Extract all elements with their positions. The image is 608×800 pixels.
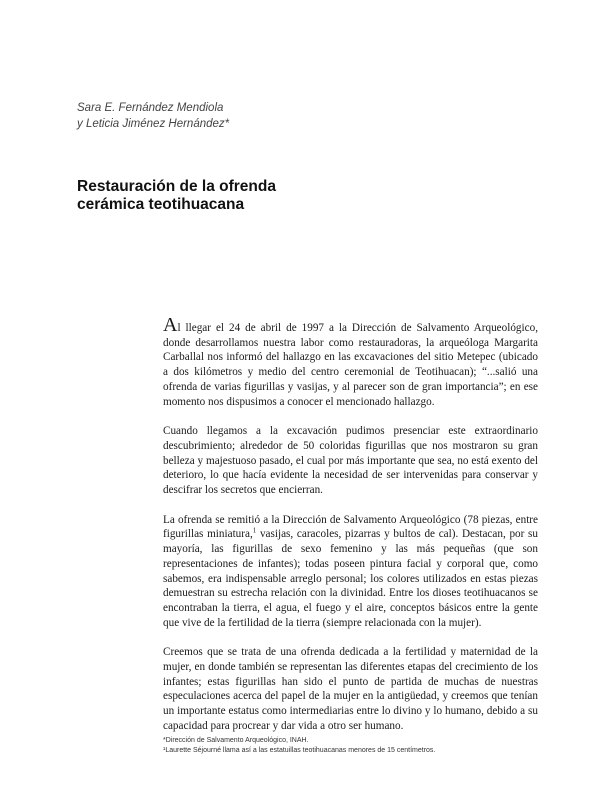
drop-cap: A [163, 314, 178, 336]
footnote-1: *Dirección de Salvamento Arqueológico, INAH. [163, 737, 309, 744]
footnote-2: ¹Laurette Séjourné llama así a las estatuillas teotihuacanas menores de 15 centímetros. [163, 747, 436, 754]
author-block [77, 100, 229, 132]
paragraph-3-text-b: vasijas, caracoles, pizarras y bultos de cal). Destacan, por su mayoría, las figurillas de sexo femenino y las más pequeñas (que son representaciones de infantes); todas poseen pintura facial y corporal que, como sabemos, era indispensable arreglo personal; los colores utilizados en estas piezas demuestran su estrecha relación con la divinidad. Entre los dioses teotihuacanos se encontraban la tierra, el agua, el fuego y el aire, conceptos básicos entre la gente que vive de la fertilidad de la tierra (siempre relacionada con la mujer). [163, 528, 539, 629]
footnotes [163, 736, 543, 756]
paragraph-1-text: l llegar el 24 de abril de 1997 a la Dirección de Salvamento Arqueológico, donde desarrollamos nuestra labor como restauradoras, la arqueóloga Margarita Carballal nos informó del hallazgo en las excavaciones del sitio Metepec (ubicado a dos kilómetros y medio del centro ceremonial de Teotihuacan); “...salió una ofrenda de varias figurillas y vasijas, y al parecer son de gran importancia”; en ese momento nos dispusimos a conocer el mencionado hallazgo. [163, 322, 538, 408]
paragraph-2: Cuando llegamos a la excavación pudimos presenciar este extraordinario descubrimiento; alrededor de 50 coloridas figurillas que nos mostraron su gran belleza y majestuoso pasado, el cual por más importante que sea, no está exento del deterioro, lo que hacía evidente la necesidad de ser intervenidas para conservar y descifrar los secretos que encierran. [163, 425, 538, 497]
title-line-2: cerámica teotihuacana [77, 196, 245, 213]
title-line-1: Restauración de la ofrenda [77, 178, 276, 195]
footnote-ref-1: 1 [252, 526, 257, 535]
article-title [77, 178, 377, 214]
paragraph-4: Creemos que se trata de una ofrenda dedicada a la fertilidad y maternidad de la mujer, en donde también se representan las diferentes etapas del crecimiento de los infantes; estas figurillas han sido el punto de partida de muchas de nuestras especulaciones acerca del papel de la mujer en la antigüedad, y creemos que tenían un importante estatus como intermediarias entre lo divino y lo humano, debido a su capacidad para procrear y dar vida a otro ser humano. [163, 646, 538, 732]
author-line-2: y Leticia Jiménez Hernández* [77, 118, 230, 130]
article-body [163, 314, 539, 749]
paragraph-3-text-a: La ofrenda se remitió a la Dirección de Salvamento Arqueológico (78 piezas, entre figurillas miniatura, [163, 513, 538, 541]
paragraph-3 [163, 513, 538, 631]
paragraph-1 [163, 314, 538, 409]
author-line-1: Sara E. Fernández Mendiola [77, 102, 224, 114]
